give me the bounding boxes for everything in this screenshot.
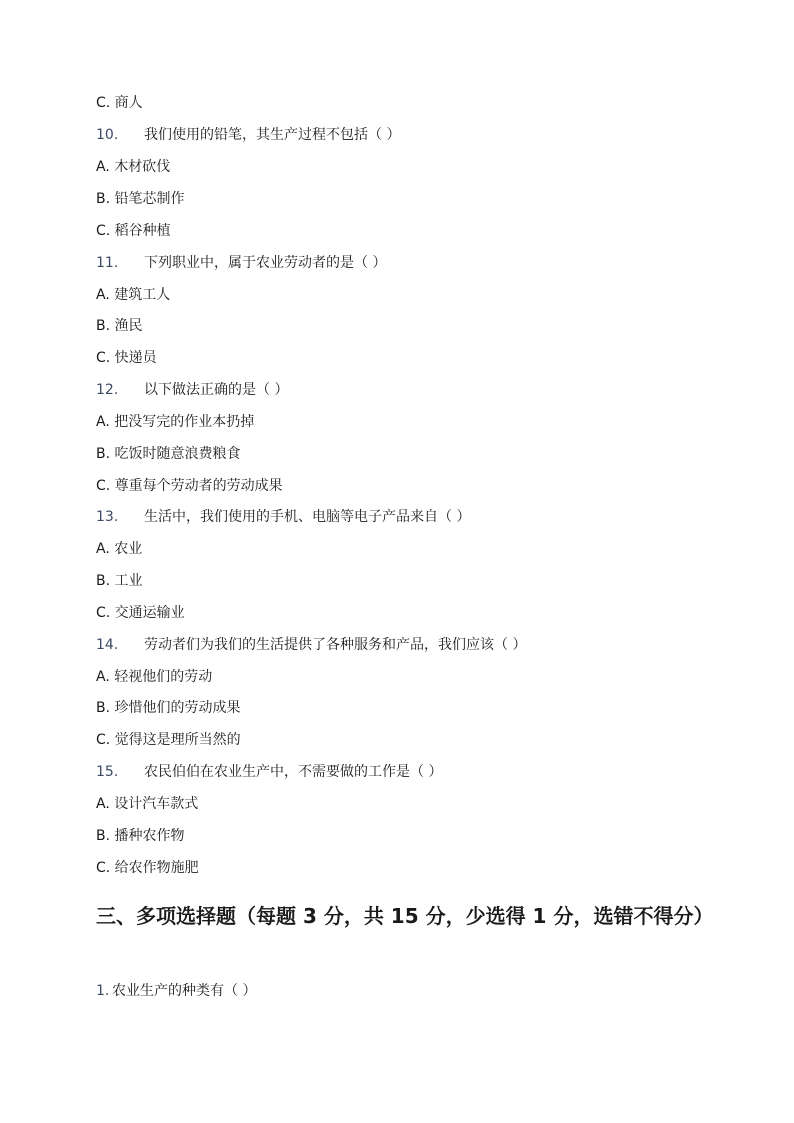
option-10b bbox=[96, 189, 185, 209]
option-text: B. 工业 bbox=[96, 573, 143, 589]
option-11c bbox=[96, 348, 157, 368]
option-text: B. 珍惜他们的劳动成果 bbox=[96, 700, 241, 716]
question-text: 我们使用的铅笔，其生产过程不包括（ ） bbox=[144, 127, 401, 143]
option-text: A. 木材砍伐 bbox=[96, 159, 171, 175]
option-text: B. 铅笔芯制作 bbox=[96, 191, 185, 207]
option-text: A. 轻视他们的劳动 bbox=[96, 669, 213, 685]
question-text: 生活中，我们使用的手机、电脑等电子产品来自（ ） bbox=[144, 509, 471, 525]
option-text: C. 交通运输业 bbox=[96, 605, 185, 621]
option-13a bbox=[96, 539, 142, 559]
question-12 bbox=[96, 380, 288, 400]
question-number: 14. bbox=[96, 637, 119, 653]
option-14c bbox=[96, 730, 241, 750]
question-text: 农民伯伯在农业生产中，不需要做的工作是（ ） bbox=[144, 764, 443, 780]
section-heading: 三、多项选择题（每题 3 分，共 15 分，少选得 1 分，选错不得分） bbox=[96, 904, 714, 928]
option-text: A. 建筑工人 bbox=[96, 287, 171, 303]
option-text: B. 渔民 bbox=[96, 318, 143, 334]
question-10 bbox=[96, 125, 400, 145]
question-number: 1. bbox=[96, 983, 110, 999]
question-number: 10. bbox=[96, 127, 119, 143]
option-12b bbox=[96, 444, 241, 464]
option-text: A. 农业 bbox=[96, 541, 143, 557]
option-11a bbox=[96, 285, 170, 305]
option-text: C. 商人 bbox=[96, 95, 143, 111]
option-text: C. 稻谷种植 bbox=[96, 223, 171, 239]
option-text: C. 尊重每个劳动者的劳动成果 bbox=[96, 478, 283, 494]
option-text: A. 把没写完的作业本扔掉 bbox=[96, 414, 255, 430]
question-text: 以下做法正确的是（ ） bbox=[144, 382, 289, 398]
question-text: 劳动者们为我们的生活提供了各种服务和产品，我们应该（ ） bbox=[144, 637, 527, 653]
question-14 bbox=[96, 635, 526, 655]
option-15c bbox=[96, 858, 199, 878]
option-15a bbox=[96, 794, 198, 814]
option-12c bbox=[96, 476, 283, 496]
option-11b bbox=[96, 316, 143, 336]
question-15 bbox=[96, 762, 442, 782]
option-text: C. 快递员 bbox=[96, 350, 157, 366]
question-text: 农业生产的种类有（ ） bbox=[112, 983, 257, 999]
question-11 bbox=[96, 253, 386, 273]
multi-question-1 bbox=[96, 981, 256, 1001]
option-text: C. 给农作物施肥 bbox=[96, 860, 199, 876]
question-number: 15. bbox=[96, 764, 119, 780]
option-14a bbox=[96, 667, 212, 687]
option-13c bbox=[96, 603, 185, 623]
option-text: B. 吃饭时随意浪费粮食 bbox=[96, 446, 241, 462]
option-text: B. 播种农作物 bbox=[96, 828, 185, 844]
option-14b bbox=[96, 698, 241, 718]
question-text: 下列职业中，属于农业劳动者的是（ ） bbox=[144, 255, 387, 271]
option-13b bbox=[96, 571, 143, 591]
option-15b bbox=[96, 826, 185, 846]
option-10a bbox=[96, 157, 170, 177]
question-number: 11. bbox=[96, 255, 119, 271]
option-text: C. 觉得这是理所当然的 bbox=[96, 732, 241, 748]
option-10c bbox=[96, 221, 171, 241]
question-number: 12. bbox=[96, 382, 119, 398]
option-9c bbox=[96, 93, 143, 113]
question-13 bbox=[96, 507, 470, 527]
question-number: 13. bbox=[96, 509, 119, 525]
option-12a bbox=[96, 412, 254, 432]
option-text: A. 设计汽车款式 bbox=[96, 796, 199, 812]
